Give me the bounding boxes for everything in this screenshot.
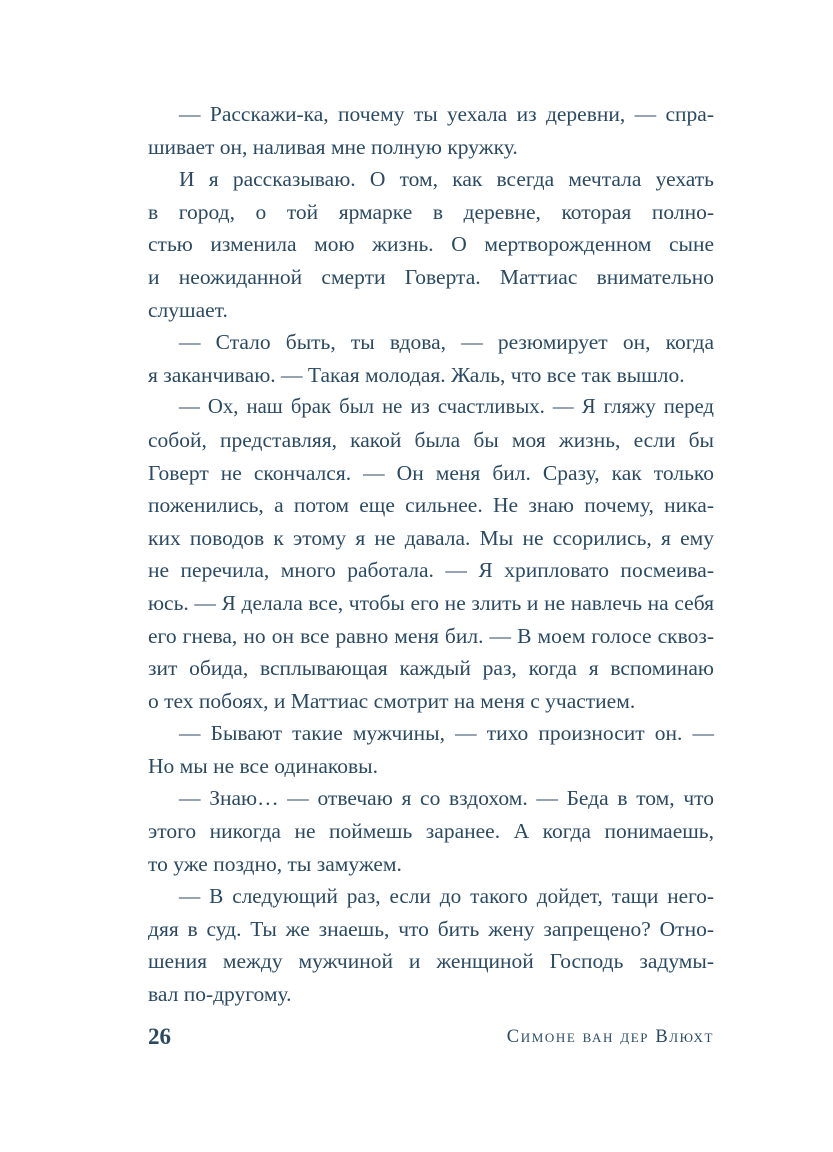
text-line: юсь. — Я делала все, чтобы его не злить и не навлечь на себя (148, 590, 714, 615)
text-line: шения между мужчиной и женщиной Господь задумы- (148, 949, 714, 974)
text-line: Но мы не все одинаковы. (148, 753, 378, 778)
text-line: собой, представляя, какой была бы моя жизнь, если бы (148, 427, 714, 452)
text-line: слушает. (148, 297, 228, 322)
text-line: — Расскажи-ка, почему ты уехала из деревни, — спра- (179, 102, 714, 126)
text-line: — В следующий раз, если до такого дойдет, тащи него- (179, 884, 714, 909)
text-line: ких поводов к этому я не давала. Мы не ссорились, я ему (148, 525, 714, 550)
page-footer (148, 1024, 714, 1054)
text-line: о тех побоях, и Маттиас смотрит на меня с участием. (148, 688, 636, 713)
body-text (148, 98, 714, 1011)
text-line: я заканчиваю. — Такая молодая. Жаль, что все так вышло. (148, 362, 685, 387)
text-line: дяя в суд. Ты же знаешь, что бить жену запрещено? Отно- (148, 916, 714, 941)
text-line: зит обида, всплывающая каждый раз, когда я вспоминаю (148, 656, 714, 681)
running-head-author: Симоне ван дер Влюхт (506, 1027, 714, 1047)
text-line: вал по-другому. (148, 982, 292, 1007)
text-line: то уже поздно, ты замужем. (148, 851, 402, 876)
text-line: в город, о той ярмарке в деревне, которая полно- (148, 199, 714, 224)
text-line: — Бывают такие мужчины, — тихо произносит он. — (179, 721, 714, 746)
text-line: поженились, а потом еще сильнее. Не знаю почему, ника- (148, 493, 714, 518)
page-number: 26 (148, 1024, 171, 1049)
text-line: Говерт не скончался. — Он меня бил. Сразу, как только (148, 460, 714, 485)
text-line: стью изменила мою жизнь. О мертворожденном сыне (148, 232, 714, 257)
text-line: — Стало быть, ты вдова, — резюмирует он, когда (179, 330, 714, 355)
text-line: И я рассказываю. О том, как всегда мечтала уехать (179, 167, 714, 192)
text-line: не перечила, много работала. — Я хрипловато посмеива- (148, 558, 714, 583)
text-line: — Знаю… — отвечаю я со вздохом. — Беда в том, что (179, 786, 714, 811)
text-line: этого никогда не поймешь заранее. А когда понимаешь, (148, 819, 714, 844)
text-line: шивает он, наливая мне полную кружку. (148, 134, 518, 159)
text-line: и неожиданной смерти Говерта. Маттиас внимательно (148, 264, 714, 289)
text-line: его гнева, но он все равно меня бил. — В моем голосе сквоз- (148, 623, 714, 648)
text-line: — Ох, наш брак был не из счастливых. — Я гляжу перед (179, 396, 714, 419)
